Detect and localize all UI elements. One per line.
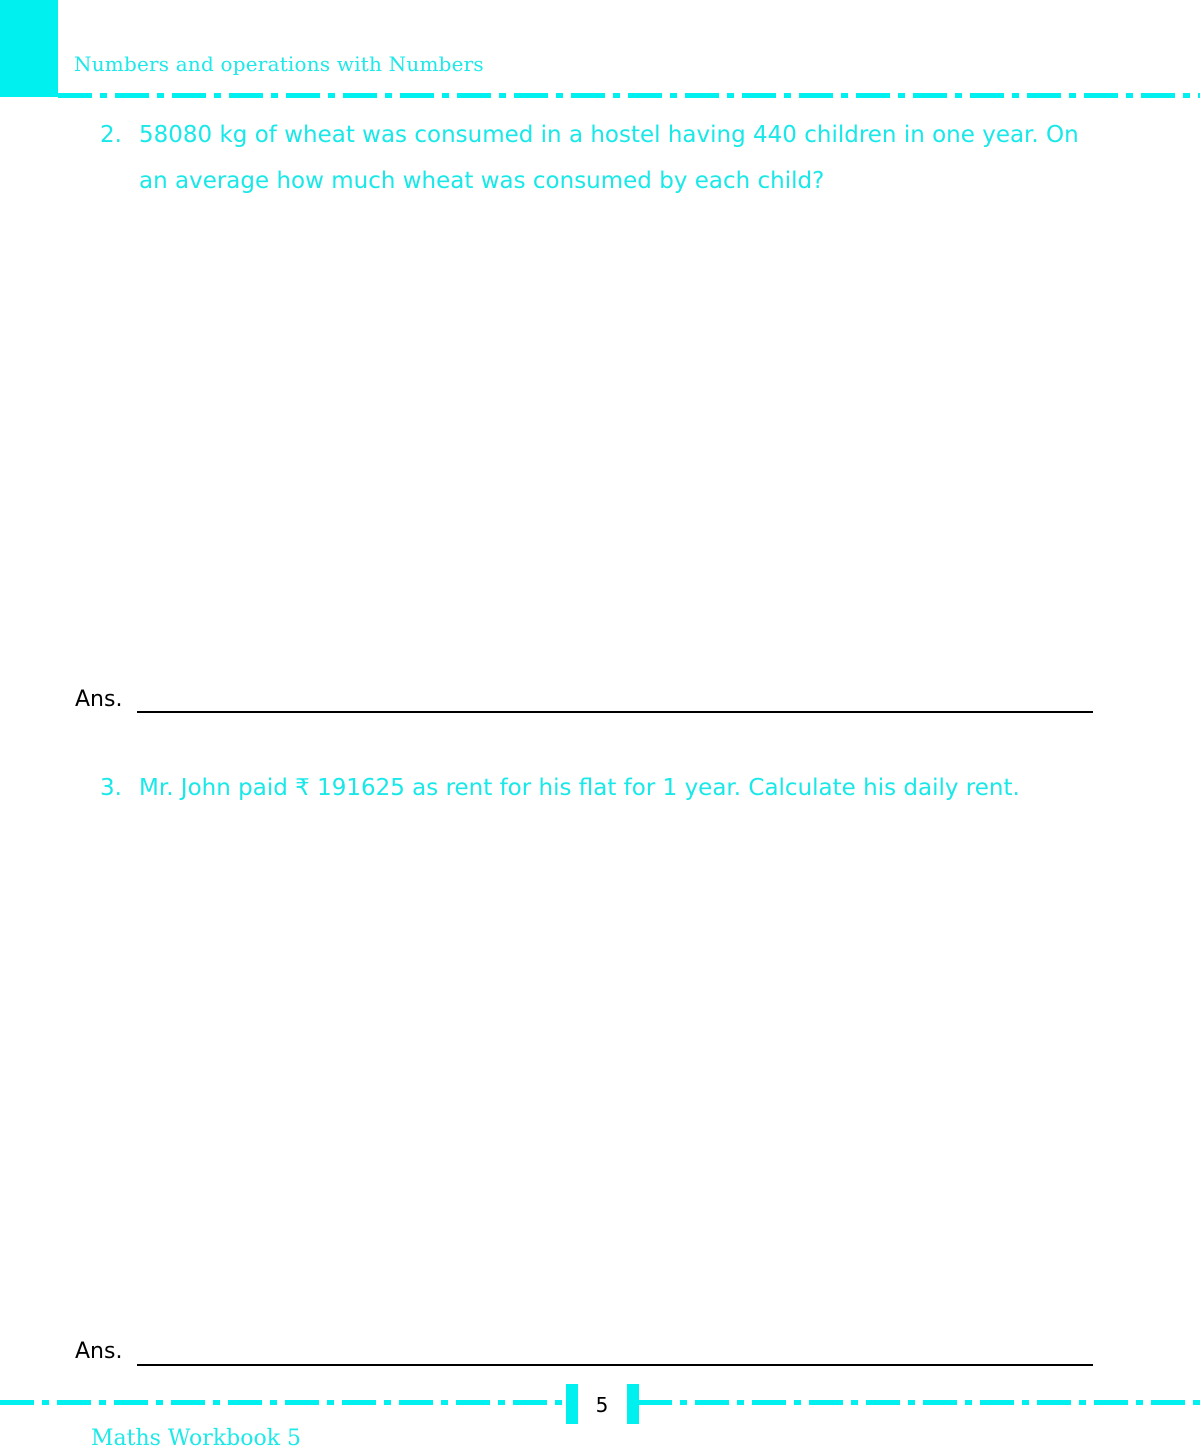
- question-number: 3.: [100, 775, 122, 801]
- answer-label: Ans.: [75, 687, 123, 712]
- question-text: Mr. John paid ₹ 191625 as rent for his flat for 1 year. Calculate his daily rent.: [139, 775, 1020, 801]
- answer-line: [137, 711, 1093, 713]
- header-divider: [58, 93, 1200, 98]
- answer-line: [137, 1364, 1093, 1366]
- footer-divider-right: [638, 1400, 1200, 1405]
- header-corner-block: [0, 0, 58, 97]
- page-number-bracket-left: [566, 1384, 578, 1424]
- question-number: 2.: [100, 122, 122, 148]
- footer-divider-left: [0, 1400, 566, 1405]
- book-title: Maths Workbook 5: [91, 1426, 302, 1451]
- question-text: 58080 kg of wheat was consumed in a hostel having 440 children in one year. On an average how much wheat was consumed by each child?: [139, 122, 1079, 194]
- page-number: 5: [595, 1393, 609, 1417]
- section-title: Numbers and operations with Numbers: [74, 52, 484, 76]
- answer-label: Ans.: [75, 1339, 123, 1364]
